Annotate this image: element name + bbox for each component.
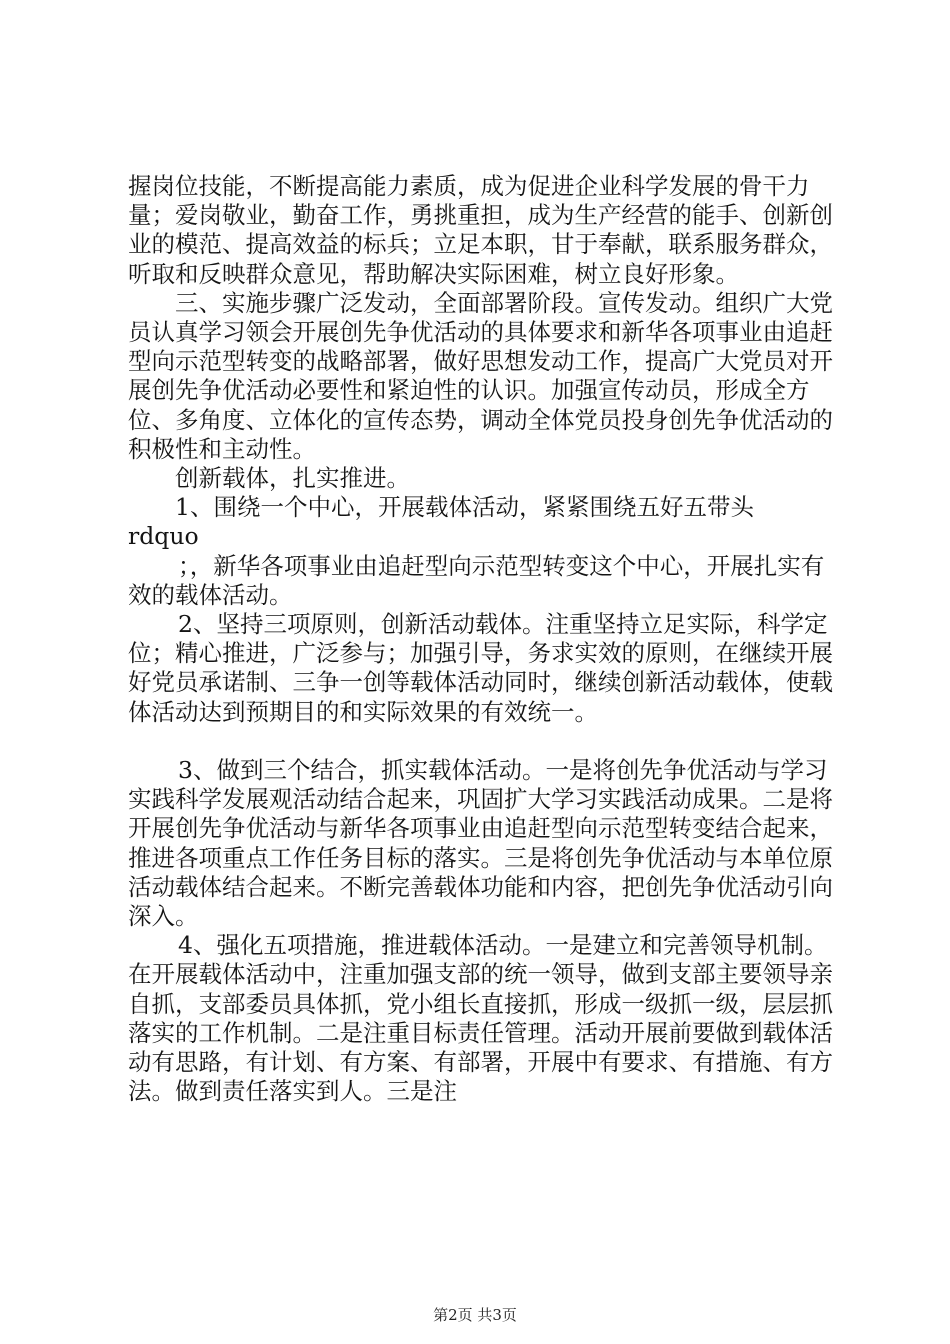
paragraph-heading-innovation: 创新载体，扎实推进。 [175, 464, 410, 493]
document-body [128, 172, 838, 1106]
page-number-footer: 第2页 共3页 [433, 1306, 517, 1324]
paragraph-continuation: 握岗位技能，不断提高能力素质，成为促进企业科学发展的骨干力量；爱岗敬业，勤奋工作，勇挑重担，成为生产经营的能手、创新创业的模范、提高效益的标兵；立足本职，甘于奉献，联系服务群众，听取和反映群众意见，帮助解决实际困难，树立良好形象。 [128, 172, 833, 288]
paragraph-implementation-steps: 三、实施步骤广泛发动，全面部署阶段。宣传发动。组织广大党员认真学习领会开展创先争优活动的具体要求和新华各项事业由追赶型向示范型转变的战略部署，做好思想发动工作，提高广大党员对开展创先争优活动必要性和紧迫性的认识。加强宣传动员，形成全方位、多角度、立体化的宣传态势，调动全体党员投身创先争优活动的积极性和主动性。 [128, 288, 833, 463]
paragraph-item-1-continued: ；，新华各项事业由追赶型向示范型转变这个中心，开展扎实有效的载体活动。 [128, 551, 825, 609]
paragraph-spacer [128, 727, 838, 756]
paragraph-item-4: 4、强化五项措施，推进载体活动。一是建立和完善领导机制。在开展载体活动中，注重加强支部的统一领导，做到支部主要领导亲自抓，支部委员具体抓，党小组长直接抓，形成一级抓一级，层层抓落实的工作机制。二是注重目标责任管理。活动开展前要做到载体活动有思路，有计划、有方案、有部署，开展中有要求、有措施、有方法。做到责任落实到人。三是注 [128, 931, 833, 1106]
paragraph-entity-fragment: rdquo [128, 522, 199, 551]
paragraph-item-2: 2、坚持三项原则，创新活动载体。注重坚持立足实际，科学定位；精心推进，广泛参与；加强引导，务求实效的原则，在继续开展好党员承诺制、三争一创等载体活动同时，继续创新活动载体，使载体活动达到预期目的和实际效果的有效统一。 [128, 610, 833, 726]
paragraph-item-3: 3、做到三个结合，抓实载体活动。一是将创先争优活动与学习实践科学发展观活动结合起来，巩固扩大学习实践活动成果。二是将开展创先争优活动与新华各项事业由追赶型向示范型转变结合起来，推进各项重点工作任务目标的落实。三是将创先争优活动与本单位原活动载体结合起来。不断完善载体功能和内容，把创先争优活动引向深入。 [128, 756, 833, 931]
paragraph-item-1: 1、围绕一个中心，开展载体活动，紧紧围绕五好五带头 [175, 493, 754, 522]
